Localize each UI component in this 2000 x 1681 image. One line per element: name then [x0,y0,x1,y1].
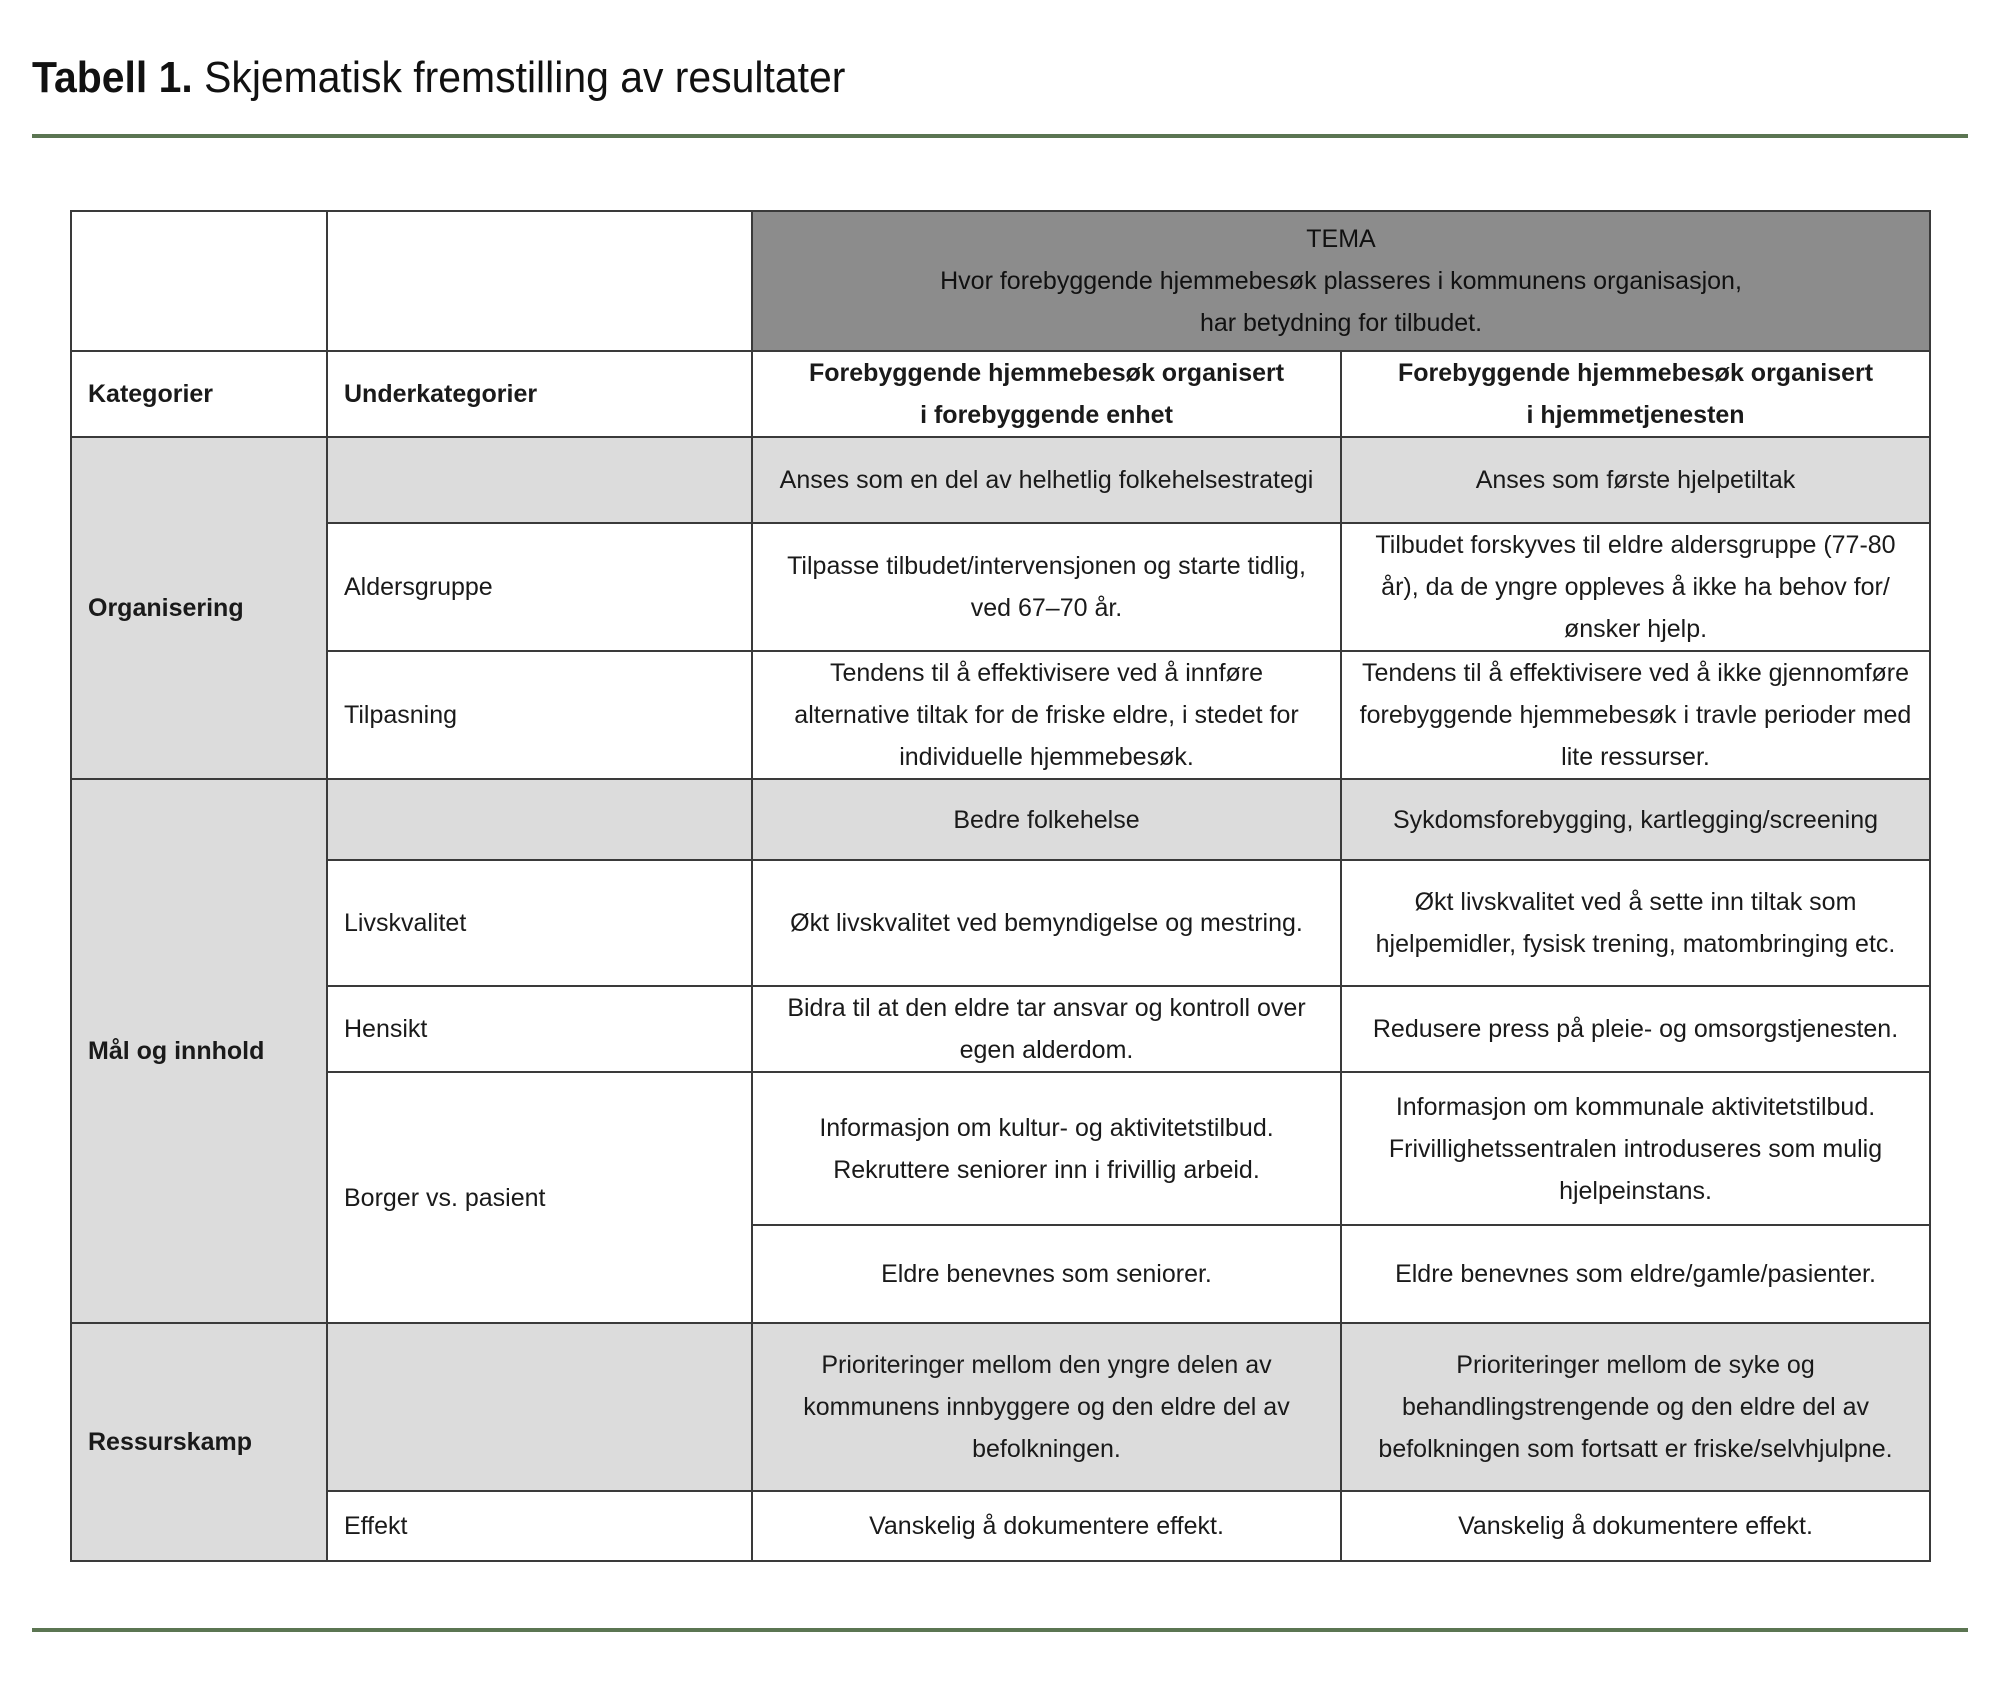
header-col-b-line2: i hjemmetjenesten [1526,401,1745,429]
subcategory: Hensikt [327,986,752,1072]
header-col-a-line1: Forebyggende hjemmebesøk organisert [808,359,1285,387]
category-organisering: Organisering [71,437,327,779]
cell-a: Prioriteringer mellom den yngre delen av kommunens innbyggere og den eldre del av befolkningen. [752,1323,1341,1491]
subcategory: Aldersgruppe [327,523,752,651]
header-underkategorier: Underkategorier [327,351,752,437]
table-row [71,1491,1930,1561]
header-col-a [752,351,1341,437]
header-kategorier: Kategorier [71,351,327,437]
cell-a: Bidra til at den eldre tar ansvar og kontroll over egen alderdom. [752,986,1341,1072]
table-row [71,437,1930,523]
cell-b: Anses som første hjelpetiltak [1341,437,1930,523]
empty-cell [327,437,752,523]
cell-a: Informasjon om kultur- og aktivitetstilbud. Rekruttere seniorer inn i frivillig arbeid. [752,1072,1341,1225]
category-ressurskamp: Ressurskamp [71,1323,327,1561]
header-col-a-line2: i forebyggende enhet [920,401,1173,429]
table-row [71,986,1930,1072]
cell-b: Sykdomsforebygging, kartlegging/screening [1341,779,1930,860]
empty-cell [327,1323,752,1491]
top-rule [32,134,1968,138]
table-row [71,860,1930,986]
empty-cell [327,779,752,860]
cell-a: Økt livskvalitet ved bemyndigelse og mestring. [752,860,1341,986]
header-row [71,351,1930,437]
cell-a: Tendens til å effektivisere ved å innføre alternative tiltak for de friske eldre, i stedet for individuelle hjemmebesøk. [752,651,1341,779]
bottom-rule [32,1628,1968,1632]
cell-b: Prioriteringer mellom de syke og behandlingstrengende og den eldre del av befolkningen som fortsatt er friske/selvhjulpne. [1341,1323,1930,1491]
table-row [71,651,1930,779]
cell-b: Økt livskvalitet ved å sette inn tiltak som hjelpemidler, fysisk trening, matombringing etc. [1341,860,1930,986]
cell-a: Anses som en del av helhetlig folkehelsestrategi [752,437,1341,523]
cell-b: Tendens til å effektivisere ved å ikke gjennomføre forebyggende hjemmebesøk i travle perioder med lite ressurser. [1341,651,1930,779]
header-col-b-line1: Forebyggende hjemmebesøk organisert [1397,359,1874,387]
table-label: Tabell 1. [32,53,193,102]
tema-row [71,211,1930,351]
cell-a: Vanskelig å dokumentere effekt. [752,1491,1341,1561]
cell-a: Eldre benevnes som seniorer. [752,1225,1341,1323]
table-title [32,48,845,108]
empty-cell [327,211,752,351]
tema-text-line2: har betydning for tilbudet. [1199,309,1483,337]
cell-b: Eldre benevnes som eldre/gamle/pasienter. [1341,1225,1930,1323]
cell-b: Informasjon om kommunale aktivitetstilbud. Frivillighetssentralen introduseres som mulig hjelpeinstans. [1341,1072,1930,1225]
empty-cell [71,211,327,351]
table-row [71,1323,1930,1491]
subcategory: Effekt [327,1491,752,1561]
category-maal: Mål og innhold [71,779,327,1323]
table-caption: Skjematisk fremstilling av resultater [192,53,846,102]
cell-b: Redusere press på pleie- og omsorgstjenesten. [1341,986,1930,1072]
subcategory: Livskvalitet [327,860,752,986]
table-row [71,523,1930,651]
tema-header [752,211,1930,351]
subcategory: Borger vs. pasient [327,1072,752,1323]
results-table [70,210,1931,1562]
table-row [71,1072,1930,1225]
cell-a: Tilpasse tilbudet/intervensjonen og starte tidlig, ved 67–70 år. [752,523,1341,651]
cell-b: Tilbudet forskyves til eldre aldersgruppe (77-80 år), da de yngre oppleves å ikke ha behov for/ønsker hjelp. [1341,523,1930,651]
tema-label: TEMA [1306,225,1376,253]
tema-text-line1: Hvor forebyggende hjemmebesøk plasseres i kommunens organisasjon, [940,267,1742,295]
table-row [71,779,1930,860]
header-col-b [1341,351,1930,437]
cell-b: Vanskelig å dokumentere effekt. [1341,1491,1930,1561]
cell-a: Bedre folkehelse [752,779,1341,860]
subcategory: Tilpasning [327,651,752,779]
